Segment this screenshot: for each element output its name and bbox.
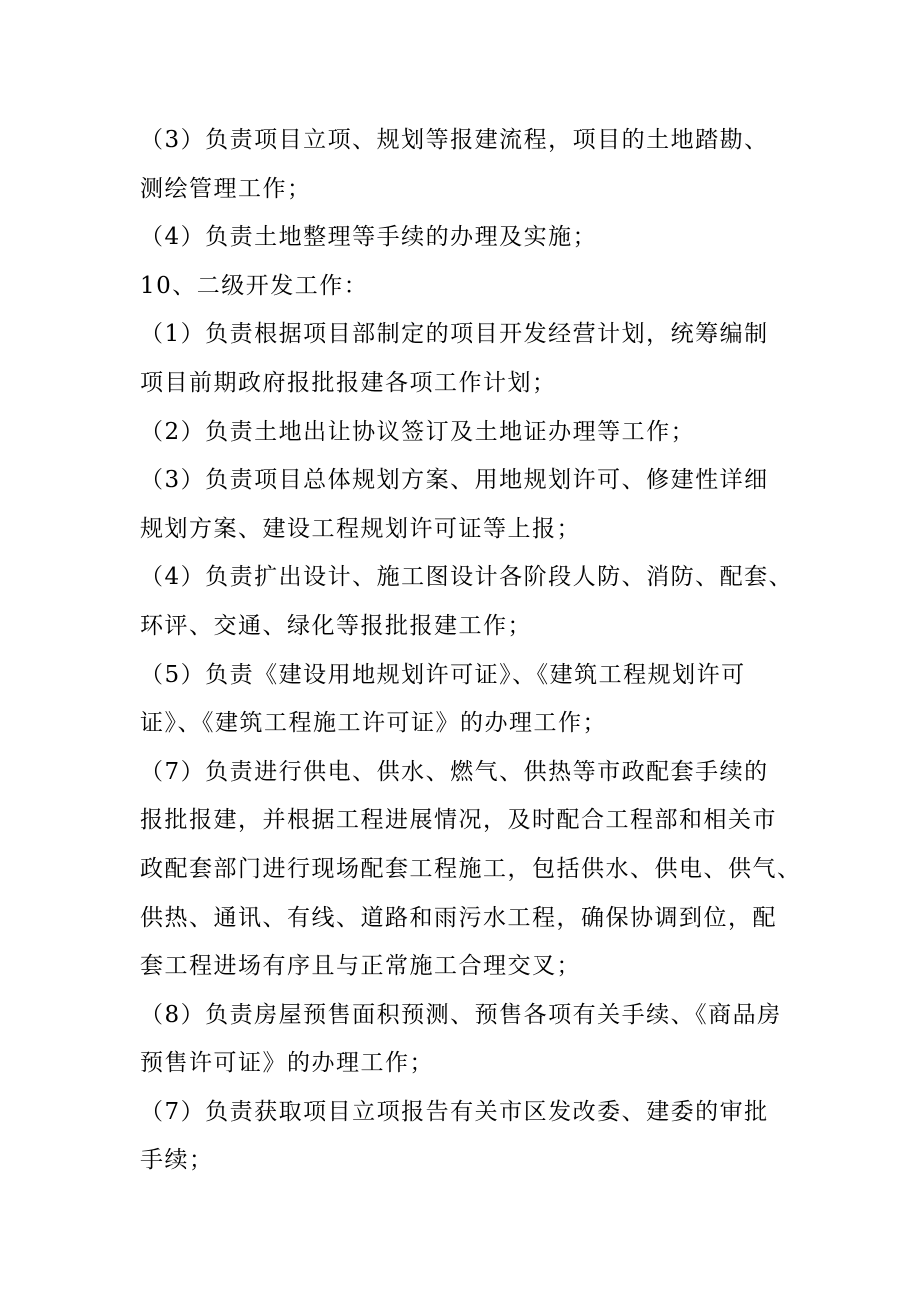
paragraph-item-2-land-transfer — [140, 408, 800, 457]
paragraph-item-7-project-approval — [140, 1088, 800, 1185]
paragraph-item-1-work-plan — [140, 310, 800, 407]
paragraph-item-3-planning — [140, 456, 800, 553]
text-line: （7）负责获取项目立项报告有关市区发改委、建委的审批 — [140, 1098, 769, 1125]
text-line: 手续； — [140, 1147, 214, 1174]
text-line: 测绘管理工作； — [140, 175, 312, 202]
text-line: 报批报建，并根据工程进展情况，及时配合工程部和相关市 — [140, 807, 777, 834]
paragraph-item-8-presale — [140, 991, 800, 1088]
paragraph-item-4-land-consolidation — [140, 213, 800, 262]
text-line: （8）负责房屋预售面积预测、预售各项有关手续、《商品房 — [140, 1001, 782, 1028]
section-heading-10 — [140, 262, 800, 311]
paragraph-item-3-approval-process — [140, 116, 800, 213]
text-line: （2）负责土地出让协议签订及土地证办理等工作； — [140, 418, 696, 445]
text-line: （4）负责土地整理等手续的办理及实施； — [140, 224, 598, 251]
text-line: 供热、通讯、有线、道路和雨污水工程，确保协调到位，配 — [140, 904, 777, 931]
paragraph-item-4-design-approval — [140, 553, 800, 650]
text-line: 套工程进场有序且与正常施工合理交叉； — [140, 953, 581, 980]
text-line: 环评、交通、绿化等报批报建工作； — [140, 612, 532, 639]
text-line: （7）负责进行供电、供水、燃气、供热等市政配套手续的 — [140, 758, 769, 785]
text-line: 证》、《建筑工程施工许可证》的办理工作； — [140, 710, 607, 737]
paragraph-item-5-permits — [140, 651, 800, 748]
text-line: （4）负责扩出设计、施工图设计各阶段人防、消防、配套、 — [140, 564, 794, 591]
text-line: 项目前期政府报批报建各项工作计划； — [140, 369, 557, 396]
paragraph-item-7-utilities — [140, 748, 800, 991]
text-line: （1）负责根据项目部制定的项目开发经营计划，统筹编制 — [140, 321, 769, 348]
text-line: （3）负责项目立项、规划等报建流程，项目的土地踏勘、 — [140, 127, 769, 153]
text-line: （3）负责项目总体规划方案、用地规划许可、修建性详细 — [140, 467, 769, 494]
document-body — [140, 116, 800, 1185]
text-line: （5）负责《建设用地规划许可证》、《建筑工程规划许可 — [140, 661, 746, 688]
text-line: 预售许可证》的办理工作； — [140, 1050, 434, 1077]
text-line: 政配套部门进行现场配套工程施工，包括供水、供电、供气、 — [140, 855, 802, 882]
section-heading: 10、二级开发工作： — [140, 272, 369, 299]
text-line: 规划方案、建设工程规划许可证等上报； — [140, 515, 581, 542]
